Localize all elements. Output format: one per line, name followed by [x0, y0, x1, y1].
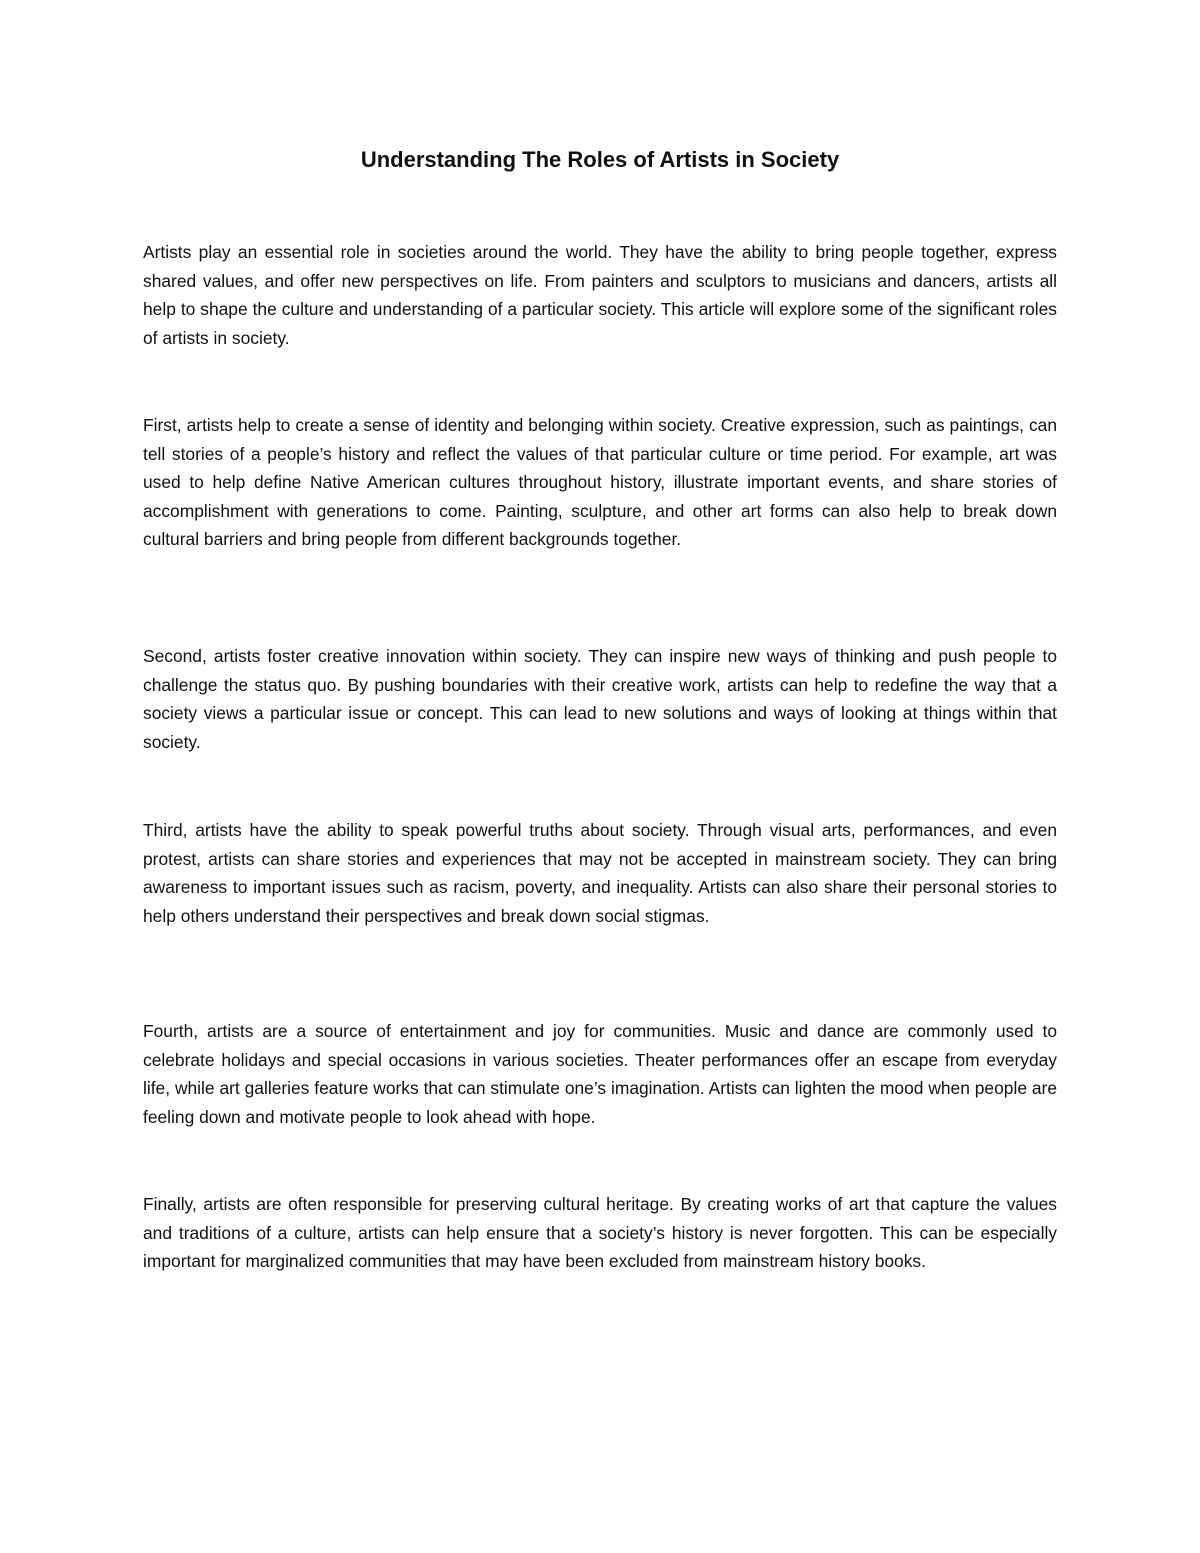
document-title: Understanding The Roles of Artists in Society: [360, 147, 840, 172]
paragraph-fourth-role: Fourth, artists are a source of entertainment and joy for communities. Music and dance are commonly used to celebrate holidays and special occasions in various societies. Theater performances offer an escape from everyday life, while art galleries feature works that can stimulate one’s imagination. Artists can lighten the mood when people are feeling down and motivate people to look ahead with hope.: [143, 1021, 1057, 1127]
paragraph-third-role: Third, artists have the ability to speak powerful truths about society. Through visual arts, performances, and even protest, artists can share stories and experiences that may not be accepted in mainstream society. They can bring awareness to important issues such as racism, poverty, and inequality. Artists can also share their personal stories to help others understand their perspectives and break down social stigmas.: [143, 820, 1057, 926]
paragraph-introduction: Artists play an essential role in societies around the world. They have the ability to bring people together, express shared values, and offer new perspectives on life. From painters and sculptors to musicians and dancers, artists all help to shape the culture and understanding of a particular society. This article will explore some of the significant roles of artists in society.: [143, 242, 1057, 348]
paragraph-final-role: Finally, artists are often responsible for preserving cultural heritage. By creating works of art that capture the values and traditions of a culture, artists can help ensure that a society’s history is never forgotten. This can be especially important for marginalized communities that may have been excluded from mainstream history books.: [143, 1194, 1057, 1272]
paragraph-second-role: Second, artists foster creative innovation within society. They can inspire new ways of thinking and push people to challenge the status quo. By pushing boundaries with their creative work, artists can help to redefine the way that a society views a particular issue or concept. This can lead to new solutions and ways of looking at things within that society.: [143, 646, 1057, 752]
paragraph-first-role: First, artists help to create a sense of identity and belonging within society. Creative expression, such as paintings, can tell stories of a people’s history and reflect the values of that particular culture or time period. For example, art was used to help define Native American cultures throughout history, illustrate important events, and share stories of accomplishment with generations to come. Painting, sculpture, and other art forms can also help to break down cultural barriers and bring people from different backgrounds together.: [143, 415, 1057, 550]
